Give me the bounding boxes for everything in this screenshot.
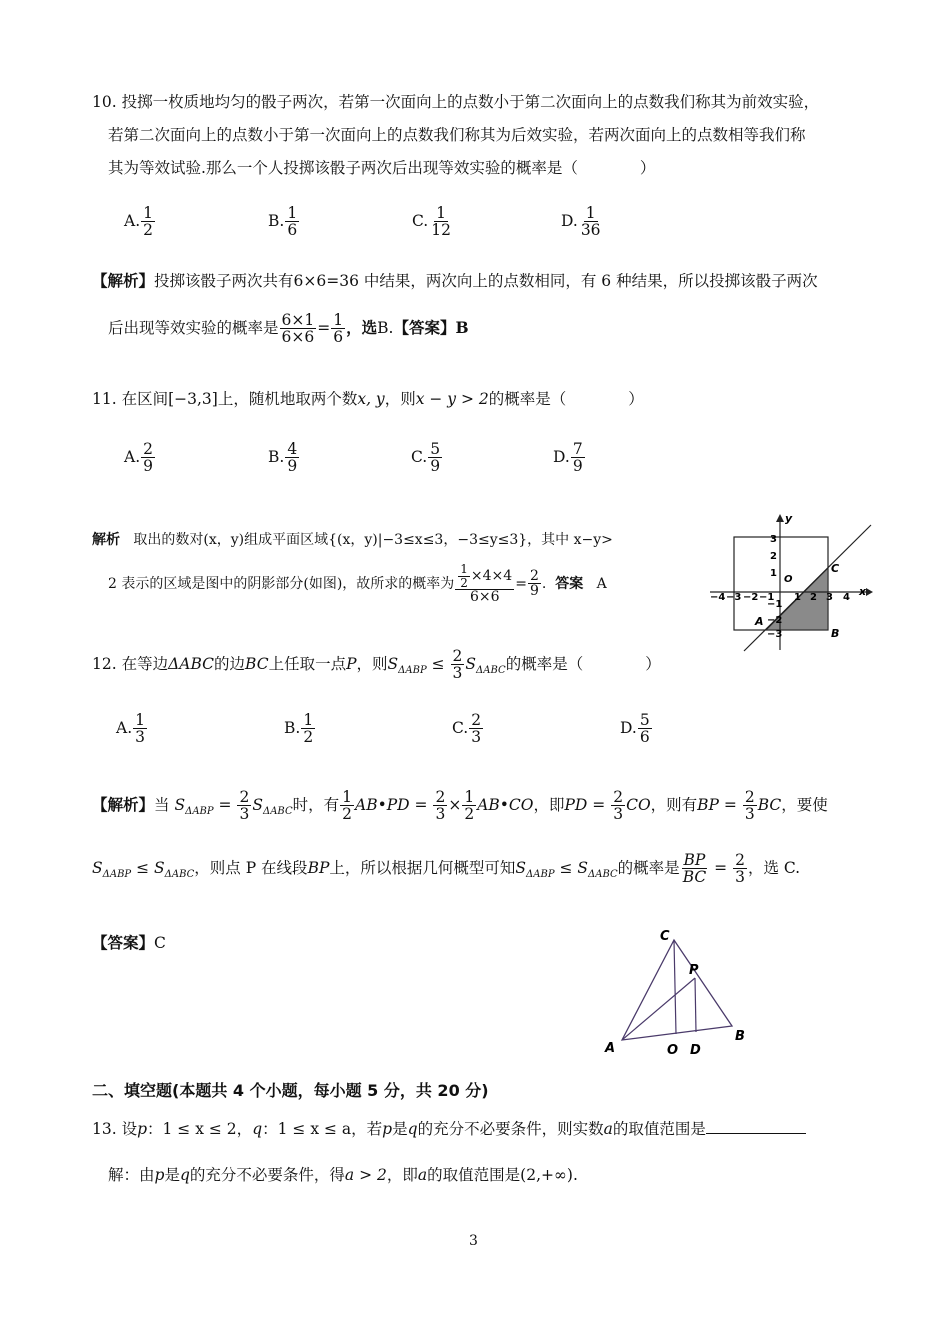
x-tick: −4 — [710, 592, 726, 603]
q10-line3: 其为等效试验.那么一个人投掷该骰子两次后出现等效实验的概率是（ ） — [108, 159, 656, 177]
q10-analysis-line1: 【解析】投掷该骰子两次共有6×6=36 中结果，两次向上的点数相同，有 6 种结果，所以投掷该骰子两次 — [92, 271, 818, 290]
x-axis-arrow-icon — [866, 588, 873, 596]
x-tick: −3 — [726, 592, 742, 603]
label-c: C — [660, 929, 670, 944]
answer-blank[interactable] — [706, 1119, 806, 1134]
label-d: D — [690, 1043, 701, 1058]
q11-option-a: A. $\frac{2}{9}$ — [124, 440, 153, 476]
q10-option-b: B. $\frac{1}{6}$ — [268, 204, 298, 240]
segment-ap — [622, 978, 695, 1040]
page-number: 3 — [469, 1233, 478, 1249]
triangle-abc — [622, 940, 732, 1040]
y-tick: −2 — [767, 615, 783, 626]
point-b-label: B — [831, 627, 840, 640]
y-tick: 3 — [770, 534, 777, 545]
q12-option-a: A. $\frac{1}{3}$ — [116, 711, 145, 747]
x-tick: 4 — [843, 592, 850, 603]
label-o: O — [667, 1043, 679, 1058]
segment-co — [674, 940, 676, 1034]
q12-analysis-line1: 【解析】当 $S_{\Delta ABP}$ = $\frac{2}{3}$ $S_{\Delta ABC}$时，有 $\frac{1}{2}$ AB•PD = $\frac{2}{3}$ × $\frac{1}{2}$ AB•CO，即PD = $\frac{2}{3}$ CO，则有BP = $\frac{2}{3}$ BC，要使 — [92, 788, 828, 824]
q11-line1: 11. 在区间[−3,3]上，随机地取两个数x, y，则x − y > 2的概率是（ ） — [92, 390, 644, 408]
q11-analysis-line2: 2 表示的区域是图中的阴影部分(如图)，故所求的概率为 $\frac{1}{2}$ ×4×4 6×6 = $\frac{2}{9}$ . 答案 A — [108, 562, 607, 606]
q12-answer: 【答案】C — [92, 933, 166, 952]
y-axis-label: y — [785, 512, 793, 525]
q11-analysis-line1: 解析 取出的数对(x，y)组成平面区域{(x，y)|−3≤x≤3，−3≤y≤3}，其中 x−y> — [92, 532, 613, 548]
y-axis-arrow-icon — [776, 514, 784, 522]
q12-option-d: D. $\frac{5}{6}$ — [620, 711, 650, 747]
label-p: P — [689, 963, 699, 978]
y-tick: 1 — [770, 568, 777, 579]
y-tick: 2 — [770, 551, 777, 562]
x-axis-label: x — [859, 585, 867, 598]
q10-line2: 若第二次面向上的点数小于第一次面向上的点数我们称其为后效实验，若两次面向上的点数相等我们称 — [108, 126, 806, 144]
q10-option-a: A. $\frac{1}{2}$ — [124, 204, 153, 240]
q10-line1: 10. 投掷一枚质地均匀的骰子两次，若第一次面向上的点数小于第二次面向上的点数我们称其为前效实验， — [92, 93, 820, 111]
origin-label: O — [784, 574, 793, 585]
x-tick: −2 — [743, 592, 759, 603]
q11-option-c: C. $\frac{5}{9}$ — [411, 440, 441, 476]
segment-pd — [695, 978, 696, 1032]
y-tick: −1 — [767, 599, 783, 610]
q11-option-b: B. $\frac{4}{9}$ — [268, 440, 298, 476]
q10-analysis-line2: 后出现等效实验的概率是 $\frac{6\times 1}{6\times 6}$ = $\frac{1}{6}$ ，选B.【答案】B — [108, 311, 469, 347]
q10-option-c: C. $\frac{1}{12}$ — [412, 204, 451, 240]
x-tick: 3 — [826, 592, 833, 603]
label-b: B — [735, 1029, 745, 1044]
section-title: 二、填空题(本题共 4 个小题，每小题 5 分，共 20 分) — [92, 1081, 489, 1100]
y-tick: −3 — [767, 629, 783, 640]
q12-triangle-figure — [600, 922, 760, 1062]
label-a: A — [605, 1041, 616, 1056]
point-c-label: C — [831, 562, 840, 575]
q13-line: 13. 设p：1 ≤ x ≤ 2，q：1 ≤ x ≤ a，若p是q的充分不必要条件，则实数a的取值范围是 — [92, 1117, 806, 1139]
q12-option-c: C. $\frac{2}{3}$ — [452, 711, 482, 747]
q12-line1: 12. 在等边ΔABC的边BC上任取一点P，则$S_{\Delta ABP}$ ≤ $\frac{2}{3}$ $S_{\Delta ABC}$的概率是（ ） — [92, 647, 661, 683]
boundary-line — [744, 525, 871, 651]
x-tick: −1 — [759, 592, 775, 603]
x-tick: 1 — [794, 592, 801, 603]
x-tick: 2 — [810, 592, 817, 603]
q11-option-d: D. $\frac{7}{9}$ — [553, 440, 583, 476]
q12-analysis-line2: $S_{\Delta ABP} \le S_{\Delta ABC}$，则点 P 在线段BP上，所以根据几何概型可知$S_{\Delta ABP} \le S_{\Delta ABC}$的概率是 $\frac{BP}{BC}$ = $\frac{2}{3}$ ，选 C. — [92, 851, 801, 887]
q11-region-figure — [706, 510, 878, 652]
q12-option-b: B. $\frac{1}{2}$ — [284, 711, 314, 747]
q10-option-d: D. $\frac{1}{36}$ — [561, 204, 601, 240]
q13-solution: 解：由p是q的充分不必要条件，得a > 2，即a的取值范围是(2,+∞). — [108, 1166, 578, 1184]
point-a-label: A — [755, 615, 764, 628]
